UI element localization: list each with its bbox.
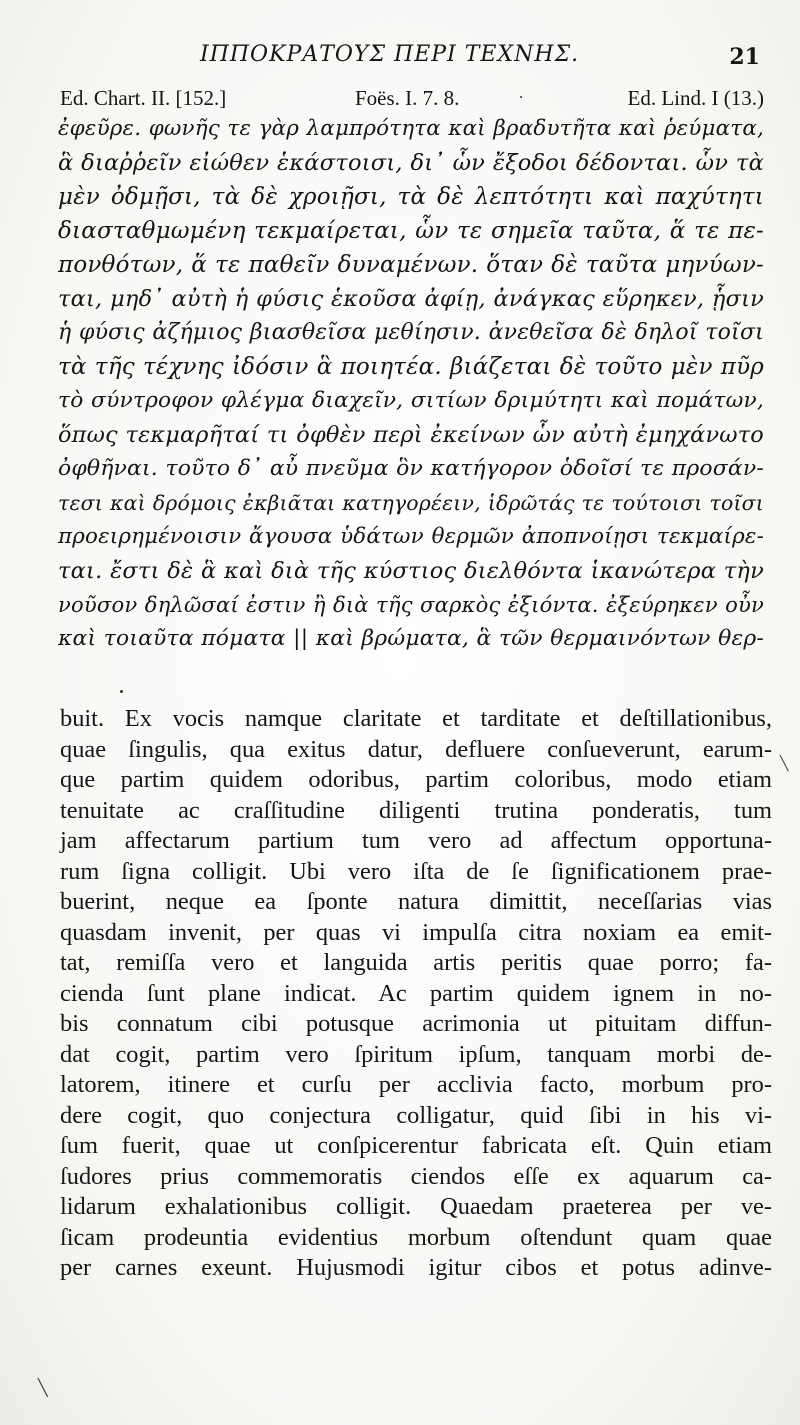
latin-translation-block xyxy=(60,704,772,1284)
greek-line: ὀφθῆναι. τοῦτο δ᾽ αὖ πνεῦμα ὃν κατήγορον ὁδοῖσί τε προσάν- xyxy=(58,456,764,481)
latin-line: quae ſingulis, qua exitus datur, defluere conſueverunt, earum- xyxy=(60,735,772,763)
greek-line: ἡ φύσις ἀζήμιος βιασθεῖσα μεθίησιν. ἀνεθεῖσα δὲ δηλοῖ τοῖσι xyxy=(58,320,764,345)
greek-line: τὰ τῆς τέχνης ἰδόσιν ἃ ποιητέα. βιάζεται δὲ τοῦτο μὲν πῦρ xyxy=(58,354,764,380)
linden-edition-ref: Ed. Lind. I (13.) xyxy=(627,86,764,110)
greek-line: ται. ἔστι δὲ ἃ καὶ διὰ τῆς κύστιος διελθόντα ἱκανώτερα τὴν xyxy=(58,558,764,584)
latin-line: tenuitate ac craſſitudine diligenti trutina ponderatis, tum xyxy=(60,796,772,824)
latin-line: rum ſigna colligit. Ubi vero iſta de ſe ſignificationem prae- xyxy=(60,857,772,885)
latin-line: dere cogit, quo conjectura colligatur, quid ſibi in his vi- xyxy=(60,1101,772,1129)
latin-line: que partim quidem odoribus, partim coloribus, modo etiam xyxy=(60,766,772,793)
ink-speck xyxy=(120,690,123,693)
latin-line: dat cogit, partim vero ſpiritum ipſum, tanquam morbi de- xyxy=(60,1040,772,1068)
greek-line: μὲν ὀδμῇσι, τὰ δὲ χροιῇσι, τὰ δὲ λεπτότητι καὶ παχύτητι xyxy=(58,184,764,210)
latin-line: buit. Ex vocis namque claritate et tarditate et deſtillationibus, xyxy=(60,705,772,732)
margin-tick-mark: ╲ xyxy=(780,756,789,772)
greek-line: ἃ διαῤῥεῖν εἰώθεν ἑκάστοισι, δι᾽ ὧν ἔξοδοι δέδονται. ὧν τὰ xyxy=(58,150,764,176)
greek-line: ὅπως τεκμαρῆταί τι ὀφθὲν περὶ ἐκείνων ὧν αὐτὴ ἐμηχάνωτο xyxy=(58,422,764,448)
latin-line: quasdam invenit, per quas vi impulſa citra noxiam ea emit- xyxy=(60,918,772,946)
page-header xyxy=(200,42,760,76)
latin-line: per carnes exeunt. Hujusmodi igitur cibos et potus adinve- xyxy=(60,1254,772,1281)
chartier-edition-ref: Ed. Chart. II. [152.] xyxy=(60,86,227,110)
greek-line: ται, μηδ᾽ αὐτὴ ἡ φύσις ἑκοῦσα ἀφίῃ, ἀνάγκας εὕρηκεν, ᾗσιν xyxy=(58,286,764,312)
greek-line: καὶ τοιαῦτα πόματα || καὶ βρώματα, ἃ τῶν θερμαινόντων θερ- xyxy=(58,626,764,651)
latin-line: bis connatum cibi potusque acrimonia ut pituitam diffun- xyxy=(60,1010,772,1037)
greek-text-block xyxy=(58,112,764,656)
edition-references xyxy=(60,86,764,114)
latin-line: jam affectarum partium tum vero ad affectum opportuna- xyxy=(60,827,772,854)
latin-line: ſudores prius commemoratis ciendos eſſe ex aquarum ca- xyxy=(60,1162,772,1190)
latin-line: tat, remiſſa vero et languida artis peritis quae porro; fa- xyxy=(60,949,772,976)
foes-edition-ref: Foës. I. 7. 8. xyxy=(355,86,460,110)
margin-tick-mark: ╲ xyxy=(38,1378,48,1397)
greek-line: διασταθμωμένη τεκμαίρεται, ὧν τε σημεῖα ταῦτα, ἅ τε πε- xyxy=(58,218,764,244)
latin-line: ſicam prodeuntia evidentius morbum oſtendunt quam quae xyxy=(60,1223,772,1251)
latin-line: ſum fuerit, quae ut conſpicerentur fabricata eſt. Quin etiam xyxy=(60,1132,772,1159)
latin-line: lidarum exhalationibus colligit. Quaedam praeterea per ve- xyxy=(60,1193,772,1220)
greek-line: τὸ σύντροφον φλέγμα διαχεῖν, σιτίων δριμύτητι καὶ πομάτων, xyxy=(58,388,764,413)
greek-line: πονθότων, ἅ τε παθεῖν δυναμένων. ὅταν δὲ ταῦτα μηνύων- xyxy=(58,252,764,278)
greek-line: τεσι καὶ δρόμοις ἐκβιᾶται κατηγορέειν, ἱδρῶτάς τε τούτοισι τοῖσι xyxy=(58,491,764,515)
greek-line: προειρημένοισιν ἄγουσα ὑδάτων θερμῶν ἀποπνοίῃσι τεκμαίρε- xyxy=(58,524,764,549)
ink-speck xyxy=(520,96,522,98)
greek-line: νοῦσον δηλῶσαί ἐστιν ἢ διὰ τῆς σαρκὸς ἐξιόντα. ἐξεύρηκεν οὖν xyxy=(58,592,764,617)
latin-line: cienda ſunt plane indicat. Ac partim quidem ignem in no- xyxy=(60,979,772,1007)
greek-line: ἐφεῦρε. φωνῆς τε γὰρ λαμπρότητα καὶ βραδυτῆτα καὶ ῥεύματα, xyxy=(58,116,764,141)
page-number: 21 xyxy=(729,44,760,70)
latin-line: latorem, itinere et curſu per acclivia facto, morbum pro- xyxy=(60,1071,772,1098)
latin-line: buerint, neque ea ſponte natura dimittit, neceſſarias vias xyxy=(60,888,772,915)
running-title: ΙΠΠΟΚΡΑΤΟΥΣ ΠΕΡΙ ΤΕΧΝΗΣ. xyxy=(200,42,580,67)
